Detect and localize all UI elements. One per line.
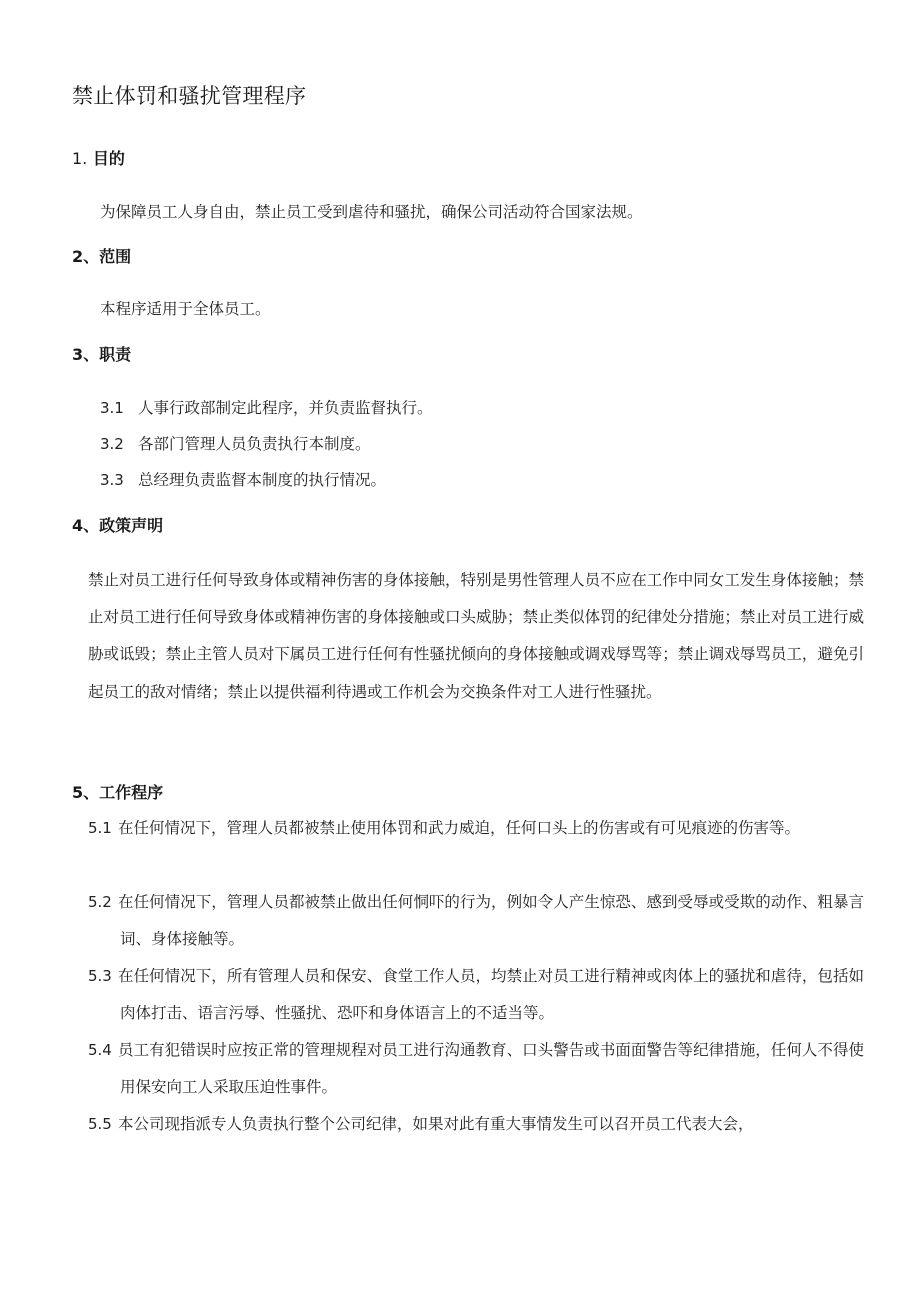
section-heading-scope: 2、范围 (72, 247, 132, 266)
item-number: 5.3 (88, 967, 112, 985)
duty-item (100, 433, 371, 455)
item-number: 3.3 (100, 471, 124, 489)
item-text: 在任何情况下，管理人员都被禁止做出任何恫吓的行为，例如令人产生惊恐、感到受辱或受欺的动作、粗暴言词、身体接触等。 (118, 893, 864, 948)
procedure-item (88, 884, 864, 958)
item-number: 3.2 (100, 435, 124, 453)
item-text: 人事行政部制定此程序，并负责监督执行。 (138, 399, 433, 417)
item-number: 5.5 (88, 1115, 112, 1133)
section-heading-policy: 4、政策声明 (72, 516, 164, 535)
item-text: 在任何情况下，所有管理人员和保安、食堂工作人员，均禁止对员工进行精神或肉体上的骚扰和虐待，包括如肉体打击、语言污辱、性骚扰、恐吓和身体语言上的不适当等。 (118, 967, 864, 1022)
item-text: 本公司现指派专人负责执行整个公司纪律，如果对此有重大事情发生可以召开员工代表大会， (118, 1115, 754, 1133)
procedure-item (88, 958, 864, 1032)
section-heading-procedure: 5、工作程序 (72, 783, 164, 802)
section-heading-purpose (72, 146, 125, 169)
procedure-item (88, 1106, 864, 1143)
duty-item (100, 397, 433, 419)
item-number: 5.4 (88, 1041, 112, 1059)
item-number: 5.1 (88, 819, 112, 837)
item-text: 总经理负责监督本制度的执行情况。 (138, 471, 387, 489)
purpose-text: 为保障员工人身自由，禁止员工受到虐待和骚扰，确保公司活动符合国家法规。 (100, 203, 643, 221)
procedure-item (88, 810, 864, 847)
section-title: 目的 (92, 149, 125, 168)
item-text: 各部门管理人员负责执行本制度。 (138, 435, 371, 453)
duty-item (100, 469, 386, 491)
item-number: 3.1 (100, 399, 124, 417)
item-text: 在任何情况下，管理人员都被禁止使用体罚和武力威迫，任何口头上的伤害或有可见痕迹的伤害等。 (118, 819, 801, 837)
section-heading-duties: 3、职责 (72, 345, 132, 364)
item-text: 员工有犯错误时应按正常的管理规程对员工进行沟通教育、口头警告或书面面警告等纪律措施，任何人不得使用保安向工人采取压迫性事件。 (118, 1041, 864, 1096)
section-number: 1. (72, 149, 88, 168)
procedure-item (88, 1032, 864, 1106)
item-number: 5.2 (88, 893, 112, 911)
scope-text: 本程序适用于全体员工。 (100, 300, 271, 318)
page-title: 禁止体罚和骚扰管理程序 (72, 84, 307, 108)
policy-text: 禁止对员工进行任何导致身体或精神伤害的身体接触，特别是男性管理人员不应在工作中同女工发生身体接触；禁止对员工进行任何导致身体或精神伤害的身体接触或口头威胁；禁止类似体罚的纪律处分措施；禁止对员工进行威胁或诋毁；禁止主管人员对下属员工进行任何有性骚扰倾向的身体接触或调戏辱骂等；禁止调戏辱骂员工，避免引起员工的敌对情绪；禁止以提供福利待遇或工作机会为交换条件对工人进行性骚扰。 (88, 571, 864, 701)
